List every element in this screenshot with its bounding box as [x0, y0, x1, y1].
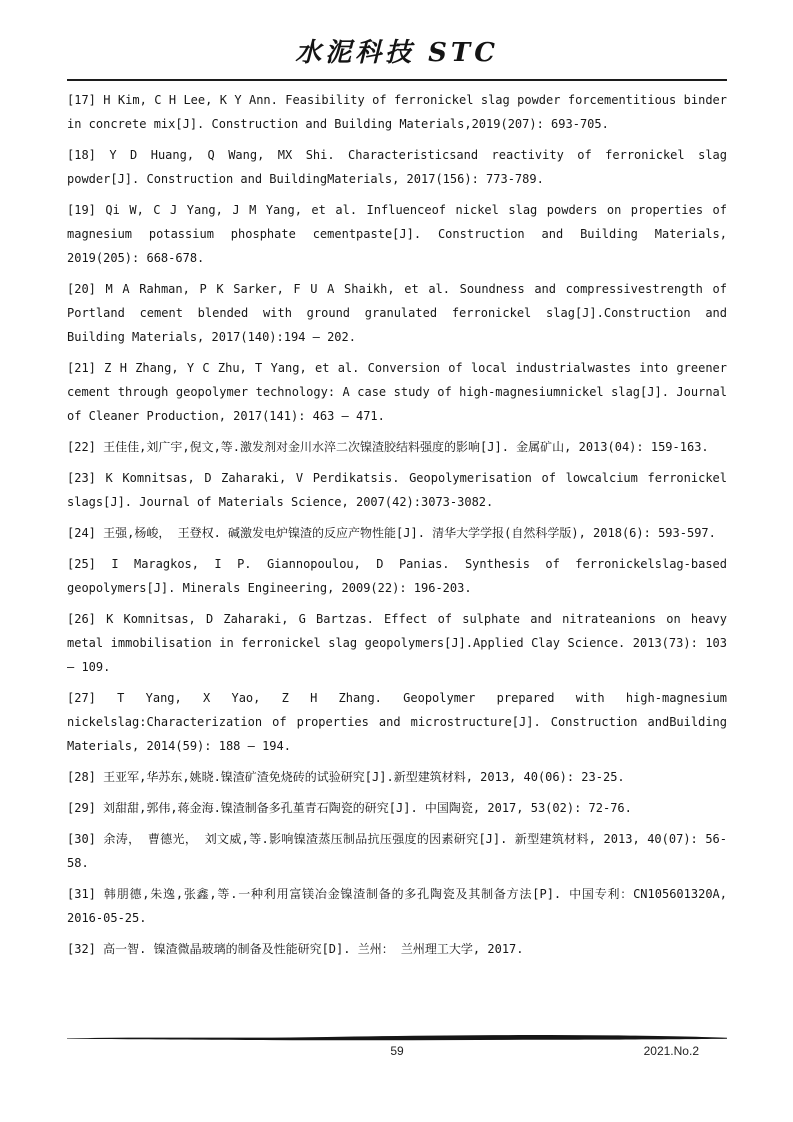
footer-row — [67, 1044, 727, 1060]
page-content — [67, 0, 727, 968]
page-number: 59 — [390, 1044, 404, 1058]
reference-item: [18] Y D Huang, Q Wang, MX Shi. Characteristicsand reactivity of ferronickel slag powder[J]. Construction and BuildingMaterials, 2017(156): 773-789. — [67, 148, 727, 186]
reference-item: [29] 刘甜甜,郭伟,蒋金海.镍渣制备多孔堇青石陶瓷的研究[J]. 中国陶瓷, 2017, 53(02): 72-76. — [67, 801, 632, 815]
page-header — [67, 32, 727, 81]
reference-item: [26] K Komnitsas, D Zaharaki, G Bartzas. Effect of sulphate and nitrateanions on heavy metal immobilisation in ferronickel slag geopolymers[J].Applied Clay Science. 2013(73): 103 – 109. — [67, 612, 727, 674]
reference-item: [30] 余涛， 曹德光， 刘文威,等.影响镍渣蒸压制品抗压强度的因素研究[J]. 新型建筑材料, 2013, 40(07): 56-58. — [67, 832, 727, 870]
reference-item: [17] H Kim, C H Lee, K Y Ann. Feasibility of ferronickel slag powder forcementitious binder in concrete mix[J]. Construction and Building Materials,2019(207): 693-705. — [67, 93, 727, 131]
reference-item: [20] M A Rahman, P K Sarker, F U A Shaikh, et al. Soundness and compressivestrength of Portland cement blended with ground granulated ferronickel slag[J].Construction and Building Materials, 2017(140):194 – 202. — [67, 282, 727, 344]
issue-label: 2021.No.2 — [643, 1044, 699, 1058]
header-rule — [67, 79, 727, 81]
reference-item: [19] Qi W, C J Yang, J M Yang, et al. Influenceof nickel slag powders on properties of magnesium potassium phosphate cementpaste[J]. Construction and Building Materials, 2019(205): 668-678. — [67, 203, 727, 265]
journal-title: 水泥科技 STC — [295, 38, 499, 68]
footer-decorative-line — [67, 1034, 727, 1043]
reference-item: [32] 高一智. 镍渣微晶玻璃的制备及性能研究[D]. 兰州： 兰州理工大学, 2017. — [67, 942, 524, 956]
reference-item: [31] 韩朋德,朱逸,张鑫,等.一种利用富镁冶金镍渣制备的多孔陶瓷及其制备方法[P]. 中国专利：CN105601320A, 2016-05-25. — [67, 887, 727, 925]
page-footer — [67, 1034, 727, 1060]
reference-item: [21] Z H Zhang, Y C Zhu, T Yang, et al. Conversion of local industrialwastes into greener cement through geopolymer technology: A case study of high-magnesiumnickel slag[J]. Journal of Cleaner Production, 2017(141): 463 – 471. — [67, 361, 727, 423]
reference-item: [22] 王佳佳,刘广宇,倪文,等.激发剂对金川水淬二次镍渣胶结料强度的影响[J]. 金属矿山, 2013(04): 159-163. — [67, 440, 709, 454]
references-list — [67, 88, 727, 961]
reference-item: [28] 王亚军,华苏东,姚晓.镍渣矿渣免烧砖的试验研究[J].新型建筑材料, 2013, 40(06): 23-25. — [67, 770, 625, 784]
reference-item: [25] I Maragkos, I P. Giannopoulou, D Panias. Synthesis of ferronickelslag-based geopolymers[J]. Minerals Engineering, 2009(22): 196-203. — [67, 557, 727, 595]
reference-item: [24] 王强,杨峻， 王登权. 碱激发电炉镍渣的反应产物性能[J]. 清华大学学报(自然科学版), 2018(6): 593-597. — [67, 526, 716, 540]
reference-item: [23] K Komnitsas, D Zaharaki, V Perdikatsis. Geopolymerisation of lowcalcium ferronickel slags[J]. Journal of Materials Science, 2007(42):3073-3082. — [67, 471, 727, 509]
reference-item: [27] T Yang, X Yao, Z H Zhang. Geopolymer prepared with high-magnesium nickelslag:Characterization of properties and microstructure[J]. Construction andBuilding Materials, 2014(59): 188 – 194. — [67, 691, 727, 753]
